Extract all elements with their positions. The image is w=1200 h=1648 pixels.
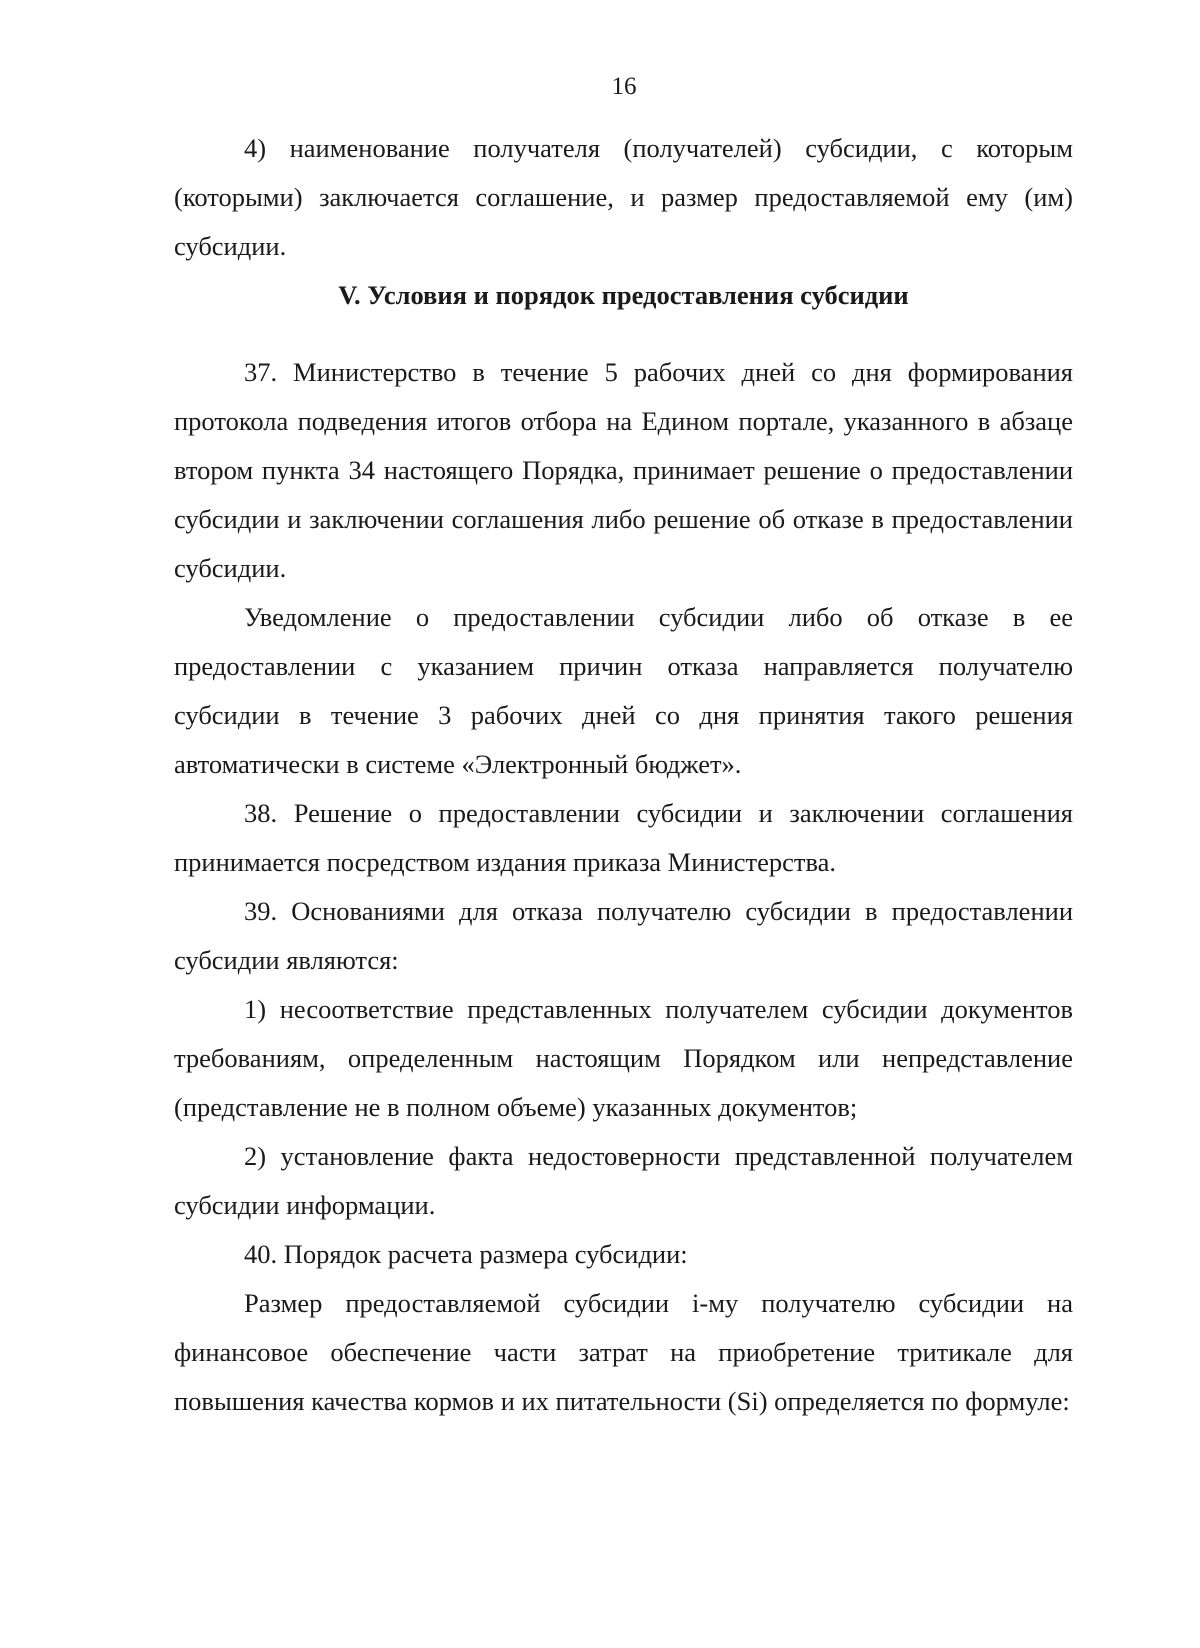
page-number: 16: [611, 73, 637, 100]
document-body: [174, 124, 1073, 1426]
intro-paragraph: 4) наименование получателя (получателей) субсидии, с которым (которыми) заключается соглашение, и размер предоставляемой ему (им) субсидии.: [174, 133, 1073, 261]
paragraph-notification: Уведомление о предоставлении субсидии либо об отказе в ее предоставлении с указанием причин отказа направляется получателю субсидии в течение 3 рабочих дней со дня принятия такого решения автоматически в системе «Электронный бюджет».: [174, 602, 1073, 779]
paragraph-37: 37. Министерство в течение 5 рабочих дней со дня формирования протокола подведения итогов отбора на Едином портале, указанного в абзаце втором пункта 34 настоящего Порядка, принимает решение о предоставлении субсидии и заключении соглашения либо решение об отказе в предоставлении субсидии.: [174, 357, 1073, 583]
paragraph-subsidy-size: Размер предоставляемой субсидии i-му получателю субсидии на финансовое обеспечение части затрат на приобретение тритикале для повышения качества кормов и их питательности (Si) определяется по формуле:: [174, 1288, 1073, 1416]
paragraph-39-item-1: 1) несоответствие представленных получателем субсидии документов требованиям, определенным настоящим Порядком или непредставление (представление не в полном объеме) указанных документов;: [174, 994, 1073, 1122]
paragraph-39-item-2: 2) установление факта недостоверности представленной получателем субсидии информации.: [174, 1141, 1073, 1220]
paragraph-39: 39. Основаниями для отказа получателю субсидии в предоставлении субсидии являются:: [174, 896, 1073, 975]
paragraph-40: 40. Порядок расчета размера субсидии:: [244, 1239, 688, 1269]
paragraph-38: 38. Решение о предоставлении субсидии и заключении соглашения принимается посредством издания приказа Министерства.: [174, 798, 1073, 877]
section-heading: V. Условия и порядок предоставления субсидии: [338, 280, 909, 310]
